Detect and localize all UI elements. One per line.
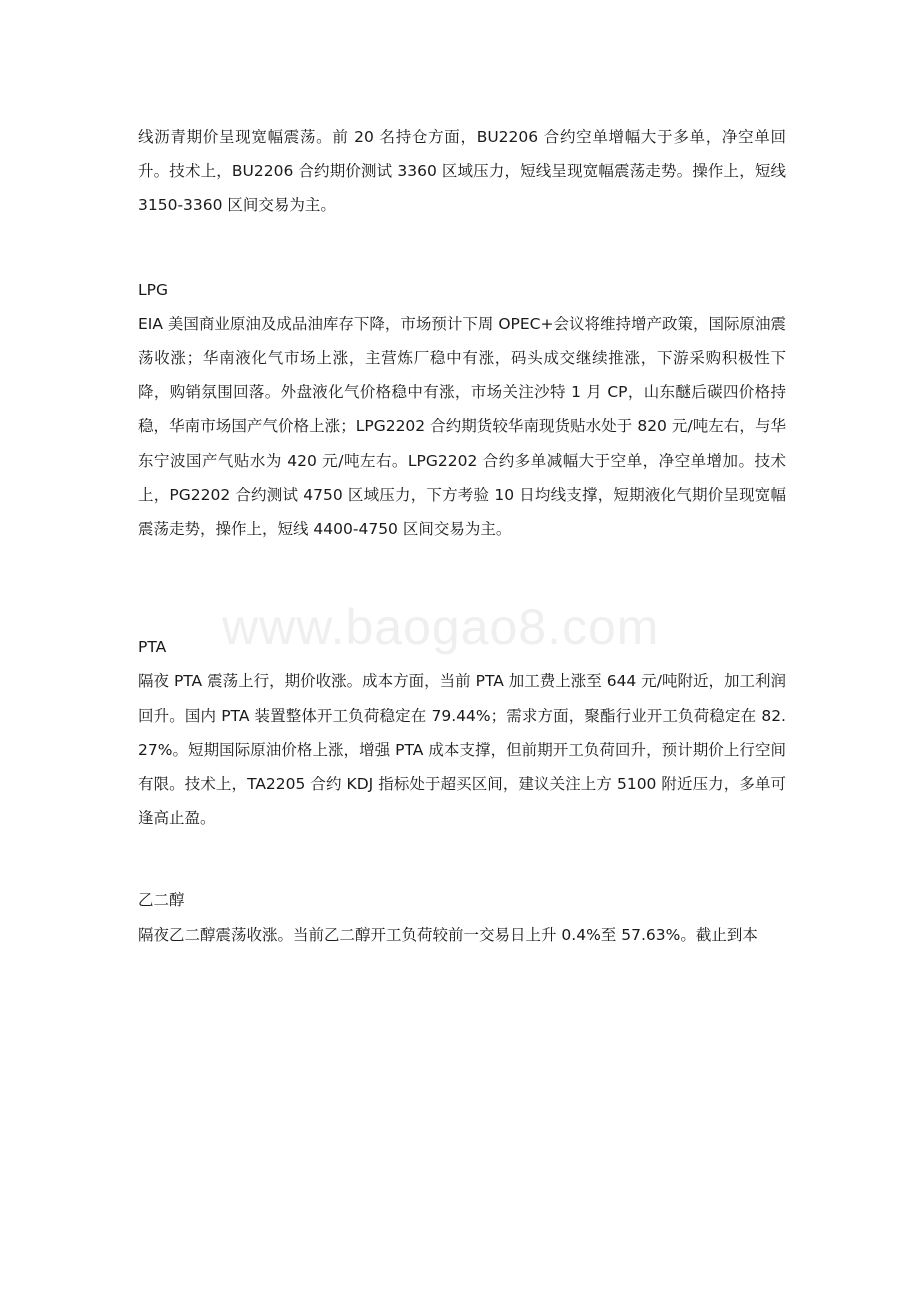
meg-heading: 乙二醇: [138, 891, 185, 910]
document-body: [138, 120, 786, 952]
watermark: www.baogao8.com: [222, 599, 660, 655]
lpg-paragraph: EIA 美国商业原油及成品油库存下降，市场预计下周 OPEC+会议将维持增产政策，国际原油震荡收涨；华南液化气市场上涨，主营炼厂稳中有涨，码头成交继续推涨，下游采购积极性下降，购销氛围回落。外盘液化气价格稳中有涨，市场关注沙特 1 月 CP，山东醚后碳四价格持稳，华南市场国产气价格上涨；LPG2202 合约期货较华南现货贴水处于 820 元/吨左右，与华东宁波国产气贴水为 420 元/吨左右。LPG2202 合约多单减幅大于空单，净空单增加。技术上，PG2202 合约测试 4750 区域压力，下方考验 10 日均线支撑，短期液化气期价呈现宽幅震荡走势，操作上，短线 4400-4750 区间交易为主。: [138, 314, 786, 539]
bitumen-paragraph: 线沥青期价呈现宽幅震荡。前 20 名持仓方面，BU2206 合约空单增幅大于多单，净空单回升。技术上，BU2206 合约期价测试 3360 区域压力，短线呈现宽幅震荡走势。操作上，短线 3150-3360 区间交易为主。: [138, 128, 786, 215]
pta-heading: PTA: [138, 638, 167, 657]
lpg-heading: LPG: [138, 280, 168, 299]
meg-paragraph: 隔夜乙二醇震荡收涨。当前乙二醇开工负荷较前一交易日上升 0.4%至 57.63%。截止到本: [138, 925, 758, 944]
pta-paragraph: 隔夜 PTA 震荡上行，期价收涨。成本方面，当前 PTA 加工费上涨至 644 元/吨附近，加工利润回升。国内 PTA 装置整体开工负荷稳定在 79.44%；需求方面，聚酯行业开工负荷稳定在 82.27%。短期国际原油价格上涨，增强 PTA 成本支撑，但前期开工负荷回升，预计期价上行空间有限。技术上，TA2205 合约 KDJ 指标处于超买区间，建议关注上方 5100 附近压力，多单可逢高止盈。: [138, 672, 786, 828]
